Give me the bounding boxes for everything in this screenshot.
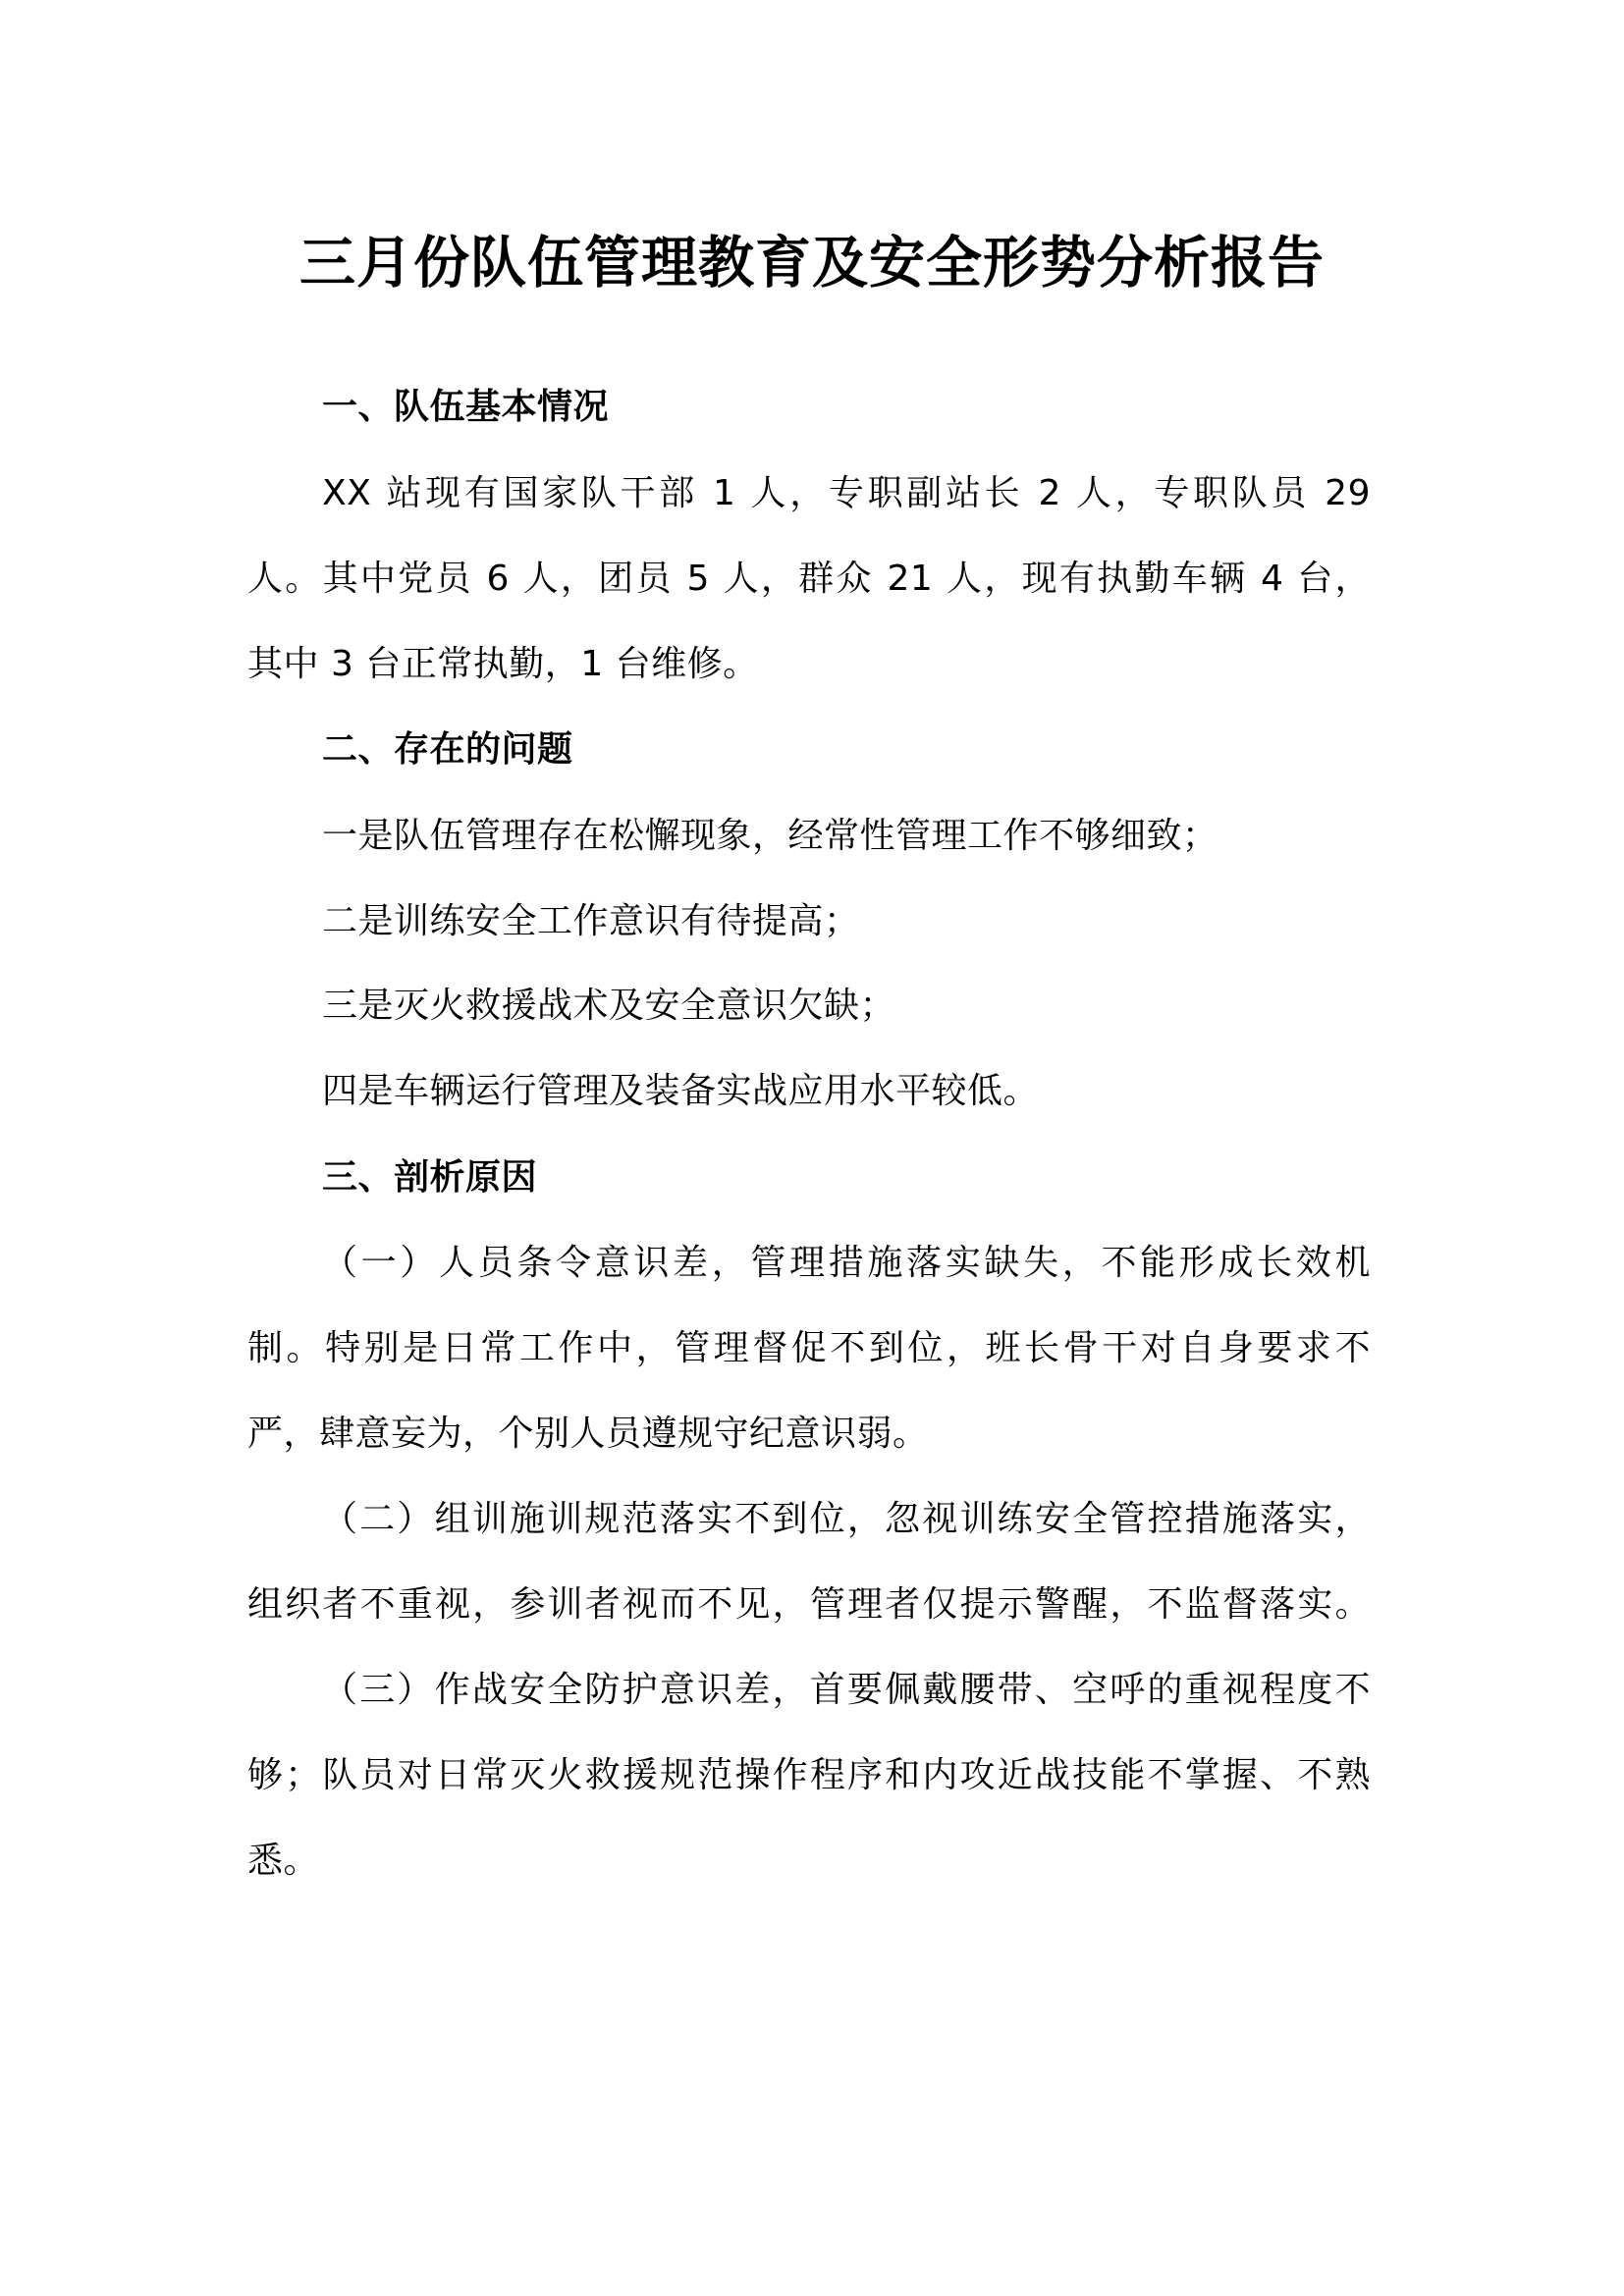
section-heading-problems: 二、存在的问题 <box>322 729 573 770</box>
cause-paragraph-line: 够；队员对日常灭火救援规范操作程序和内攻近战技能不掌握、不熟 <box>247 1755 1371 1795</box>
cause-paragraph-line: 制。特别是日常工作中，管理督促不到位，班长骨干对自身要求不 <box>247 1328 1371 1368</box>
cause-paragraph-line: （一）人员条令意识差，管理措施落实缺失，不能形成长效机 <box>322 1243 1371 1283</box>
paragraph-line: XX 站现有国家队干部 1 人，专职副站长 2 人，专职队员 29 <box>322 473 1371 513</box>
document-title: 三月份队伍管理教育及安全形势分析报告 <box>299 231 1325 295</box>
problem-item: 二是训练安全工作意识有待提高； <box>322 901 860 941</box>
paragraph-line: 其中 3 台正常执勤，1 台维修。 <box>247 644 759 684</box>
cause-paragraph-line: 悉。 <box>247 1841 320 1881</box>
problem-item: 三是灭火救援战术及安全意识欠缺； <box>322 986 896 1026</box>
cause-paragraph-line: （三）作战安全防护意识差，首要佩戴腰带、空呼的重视程度不 <box>322 1670 1371 1710</box>
cause-paragraph-line: 严，肆意妄为，个别人员遵规守纪意识弱。 <box>247 1414 929 1454</box>
section-heading-basic-info: 一、队伍基本情况 <box>322 387 610 427</box>
paragraph-line: 人。其中党员 6 人，团员 5 人，群众 21 人，现有执勤车辆 4 台， <box>247 559 1371 599</box>
section-heading-causes: 三、剖析原因 <box>322 1157 538 1198</box>
cause-paragraph-line: 组织者不重视，参训者视而不见，管理者仅提示警醒，不监督落实。 <box>247 1584 1371 1625</box>
cause-paragraph-line: （二）组训施训规范落实不到位，忽视训练安全管控措施落实， <box>322 1499 1371 1539</box>
problem-item: 一是队伍管理存在松懈现象，经常性管理工作不够细致； <box>322 816 1218 856</box>
problem-item: 四是车辆运行管理及装备实战应用水平较低。 <box>322 1071 1040 1111</box>
